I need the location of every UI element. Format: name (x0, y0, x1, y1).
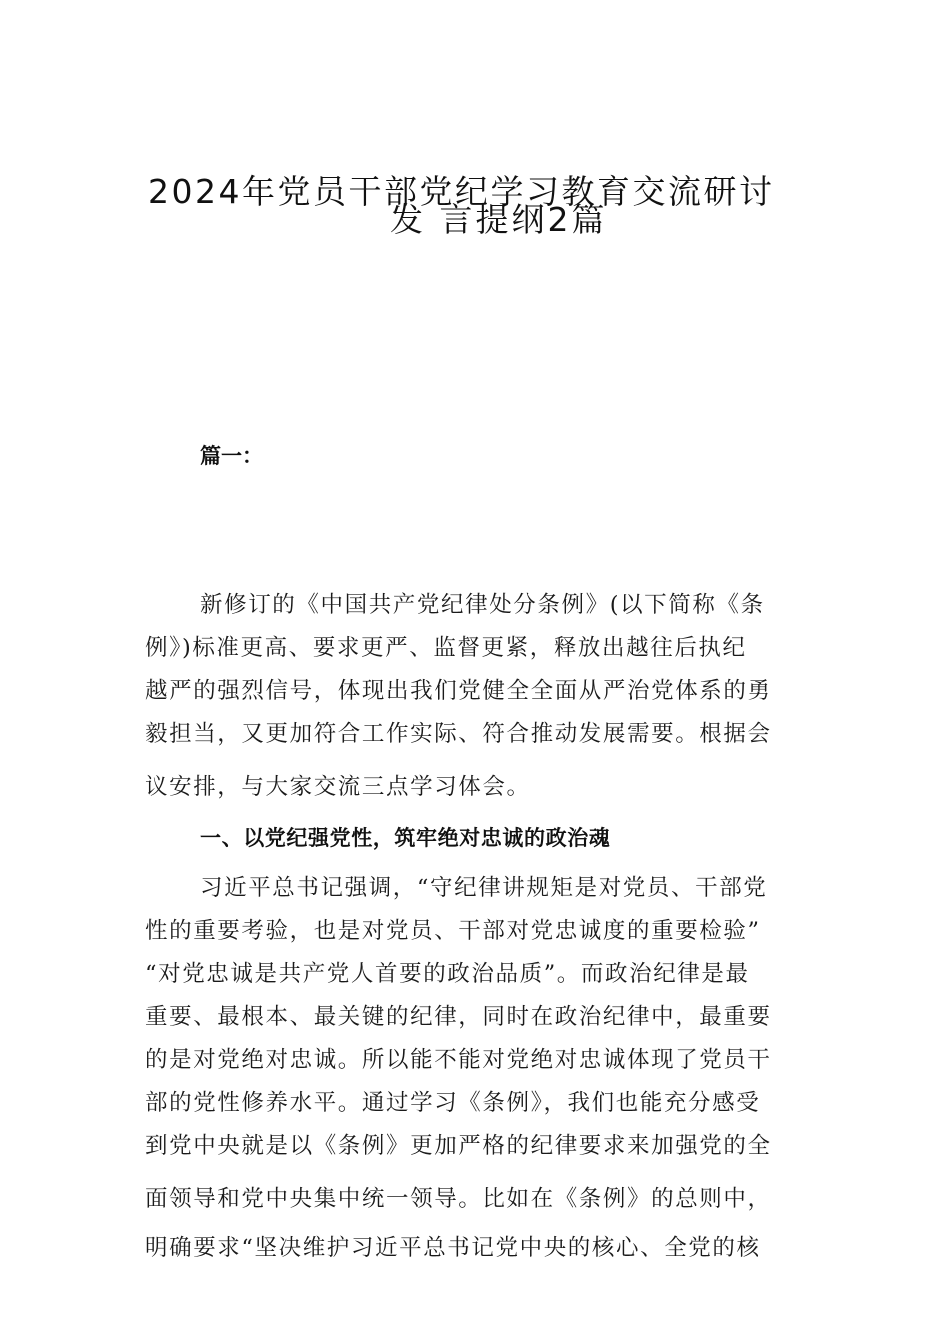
intro-line: 议安排，与大家交流三点学习体会。 (145, 774, 531, 800)
section-label: 篇一： (200, 444, 263, 468)
body-line: 面领导和党中央集中统一领导。比如在《条例》的总则中， (145, 1186, 772, 1212)
body-line: 的是对党绝对忠诚。所以能不能对党绝对忠诚体现了党员干 (145, 1047, 772, 1073)
intro-line: 例》)标准更高、要求更严、监督更紧，释放出越往后执纪 (145, 635, 747, 661)
body-line: 习近平总书记强调，“守纪律讲规矩是对党员、干部党 (200, 875, 768, 901)
body-line: 性的重要考验，也是对党员、干部对党忠诚度的重要检验” (145, 918, 761, 944)
section-heading: 一、以党纪强党性，筑牢绝对忠诚的政治魂 (200, 826, 611, 850)
body-line: 明确要求“坚决维护习近平总书记党中央的核心、全党的核 (145, 1235, 761, 1261)
body-line: 重要、最根本、最关键的纪律，同时在政治纪律中，最重要 (145, 1004, 772, 1030)
intro-line: 越严的强烈信号，体现出我们党健全全面从严治党体系的勇 (145, 678, 772, 704)
body-line: 部的党性修养水平。通过学习《条例》，我们也能充分感受 (145, 1090, 761, 1116)
document-title-line-2: 发 言提纲2篇 (390, 200, 608, 239)
intro-line: 毅担当，又更加符合工作实际、符合推动发展需要。根据会 (145, 721, 772, 747)
intro-line: 新修订的《中国共产党纪律处分条例》(以下简称《条 (200, 592, 765, 618)
body-line: 到党中央就是以《条例》更加严格的纪律要求来加强党的全 (145, 1133, 772, 1159)
body-line: “对党忠诚是共产党人首要的政治品质”。而政治纪律是最 (145, 961, 750, 987)
document-title-line-1: 2024年党员干部党纪学习教育交流研讨 (148, 172, 775, 211)
